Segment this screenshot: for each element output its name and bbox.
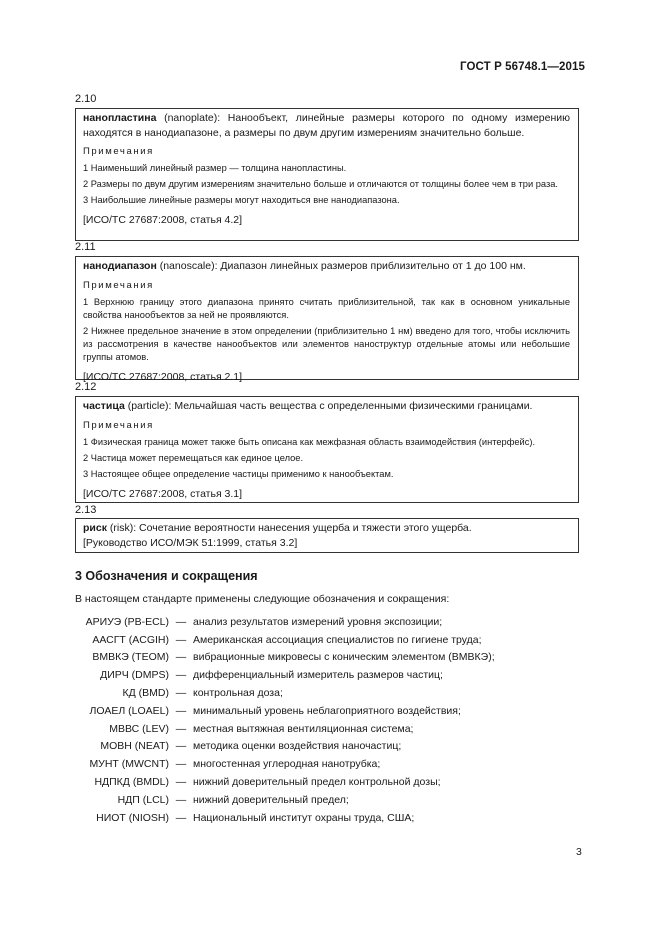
abbreviation-definition: методика оценки воздействия наночастиц; [193, 740, 402, 753]
term-source: [ИСО/ТС 27687:2008, статья 3.1] [83, 487, 243, 500]
abbreviation: ДИРЧ (DMPS) [100, 669, 169, 682]
dash-separator: — [175, 722, 187, 735]
dash-separator: — [175, 811, 187, 824]
abbreviation: ВМВКЭ (TEOM) [92, 651, 169, 664]
term-box-risk [75, 518, 579, 553]
dash-separator: — [175, 776, 187, 789]
term-box-nanoscale [75, 256, 579, 383]
abbreviation-row [75, 631, 585, 649]
abbreviation: МВВС (LEV) [109, 722, 169, 735]
note: 1 Физическая граница может также быть описана как межфазная область взаимодействия (интерфейс). [83, 436, 536, 447]
section-title: 3 Обозначения и сокращения [75, 569, 258, 583]
abbreviation: КД (BMD) [122, 687, 169, 700]
dash-separator: — [175, 669, 187, 682]
abbreviation: НИОТ (NIOSH) [96, 811, 169, 824]
dash-separator: — [175, 615, 187, 628]
abbreviation-definition: вибрационные микровесы с коническим элементом (ВМВКЭ); [193, 651, 495, 664]
term-number: 2.10 [75, 93, 97, 105]
abbreviation-definition: минимальный уровень неблагоприятного воздействия; [193, 704, 461, 717]
abbreviation: НДПКД (BMDL) [94, 776, 169, 789]
term-definition-text: (nanoplate): Нанообъект, линейные размеры которого по одному измерению находятся в нанодиапазоне, а размеры по двум другим измерениям значительно больше. [83, 112, 570, 139]
term-number: 2.11 [75, 241, 96, 253]
abbreviation-list [75, 613, 585, 827]
abbreviation-definition: анализ результатов измерений уровня экспозиции; [193, 615, 443, 628]
note: 3 Настоящее общее определение частицы применимо к нанообъектам. [83, 468, 394, 479]
abbreviation-definition: нижний доверительный предел; [193, 793, 349, 806]
section-intro: В настоящем стандарте применены следующие обозначения и сокращения: [75, 593, 450, 605]
dash-separator: — [175, 687, 187, 700]
abbreviation-definition: многостенная углеродная нанотрубка; [193, 758, 381, 771]
term-definition-text: (nanoscale): Диапазон линейных размеров приблизительно от 1 до 100 нм. [156, 260, 526, 272]
abbreviation-definition: Американская ассоциация специалистов по гигиене труда; [193, 633, 482, 646]
abbreviation: МОВН (NEAT) [100, 740, 169, 753]
abbreviation-row [75, 773, 585, 791]
dash-separator: — [175, 793, 187, 806]
abbreviation-definition: дифференциальный измеритель размеров частиц; [193, 669, 443, 682]
term-definition [83, 111, 570, 140]
abbreviation-definition: нижний доверительный предел контрольной дозы; [193, 776, 441, 789]
abbreviation-definition: Национальный институт охраны труда, США; [193, 811, 415, 824]
term-definition [83, 259, 570, 274]
dash-separator: — [175, 651, 187, 664]
dash-separator: — [175, 704, 187, 717]
term-definition-text: (particle): Мельчайшая часть вещества с определенными физическими границами. [124, 400, 533, 412]
term-number: 2.12 [75, 381, 97, 393]
abbreviation: АРИУЭ (PB-ECL) [85, 615, 169, 628]
abbreviation-definition: контрольная доза; [193, 687, 283, 700]
term-title: нанодиапазон [83, 260, 157, 272]
dash-separator: — [175, 633, 187, 646]
term-title: частица [83, 400, 125, 412]
term-number: 2.13 [75, 504, 97, 516]
abbreviation: ААСГТ (ACGIH) [92, 633, 169, 646]
dash-separator: — [175, 758, 187, 771]
abbreviation-row [75, 649, 585, 667]
notes-title: Примечания [83, 279, 154, 291]
abbreviation-row [75, 755, 585, 773]
term-definition [83, 399, 570, 414]
term-box-nanoplate [75, 108, 579, 241]
term-title: нанопластина [83, 112, 157, 124]
note: 1 Верхнюю границу этого диапазона принято считать приблизительной, так как в основном уникальные свойства нанообъектов за ней не проявляются. [83, 296, 570, 320]
dash-separator: — [175, 740, 187, 753]
term-box-particle [75, 396, 579, 503]
notes-title: Примечания [83, 146, 154, 157]
abbreviation: ЛОАЕЛ (LOAEL) [89, 704, 169, 717]
abbreviation-row [75, 720, 585, 738]
notes-title: Примечания [83, 419, 154, 431]
abbreviation-row [75, 684, 585, 702]
document-header: ГОСТ Р 56748.1—2015 [460, 61, 585, 73]
abbreviation: МУНТ (MWCNT) [89, 758, 169, 771]
term-source: [ИСО/ТС 27687:2008, статья 2.1] [83, 370, 243, 383]
page-number: 3 [576, 846, 582, 858]
abbreviation-definition: местная вытяжная вентиляционная система; [193, 722, 414, 735]
note: 2 Размеры по двум другим измерениям значительно больше и отличаются от толщины более чем в три раза. [83, 179, 558, 189]
abbreviation-row [75, 666, 585, 684]
term-definition-text: (risk): Сочетание вероятности нанесения ущерба и тяжести этого ущерба. [106, 522, 472, 534]
term-definition [83, 521, 570, 536]
term-title: риск [83, 522, 107, 534]
note: 3 Наибольшие линейные размеры могут находиться вне нанодиапазона. [83, 195, 400, 205]
note: 2 Частица может перемещаться как единое целое. [83, 452, 304, 463]
term-source: [Руководство ИСО/МЭК 51:1999, статья 3.2] [83, 536, 298, 549]
abbreviation-row [75, 738, 585, 756]
abbreviation-row [75, 809, 585, 827]
note: 1 Наименьший линейный размер — толщина нанопластины. [83, 163, 347, 173]
note: 2 Нижнее предельное значение в этом определении (приблизительно 1 нм) введено для того, чтобы исключить из рассмотрения в качестве нанообъектов или элементов наноструктур отдельные атомы или небольшие группы атомов. [83, 325, 570, 362]
abbreviation-row [75, 791, 585, 809]
abbreviation-row [75, 702, 585, 720]
abbreviation: НДП (LCL) [117, 793, 169, 806]
term-source: [ИСО/ТС 27687:2008, статья 4.2] [83, 214, 243, 226]
abbreviation-row [75, 613, 585, 631]
